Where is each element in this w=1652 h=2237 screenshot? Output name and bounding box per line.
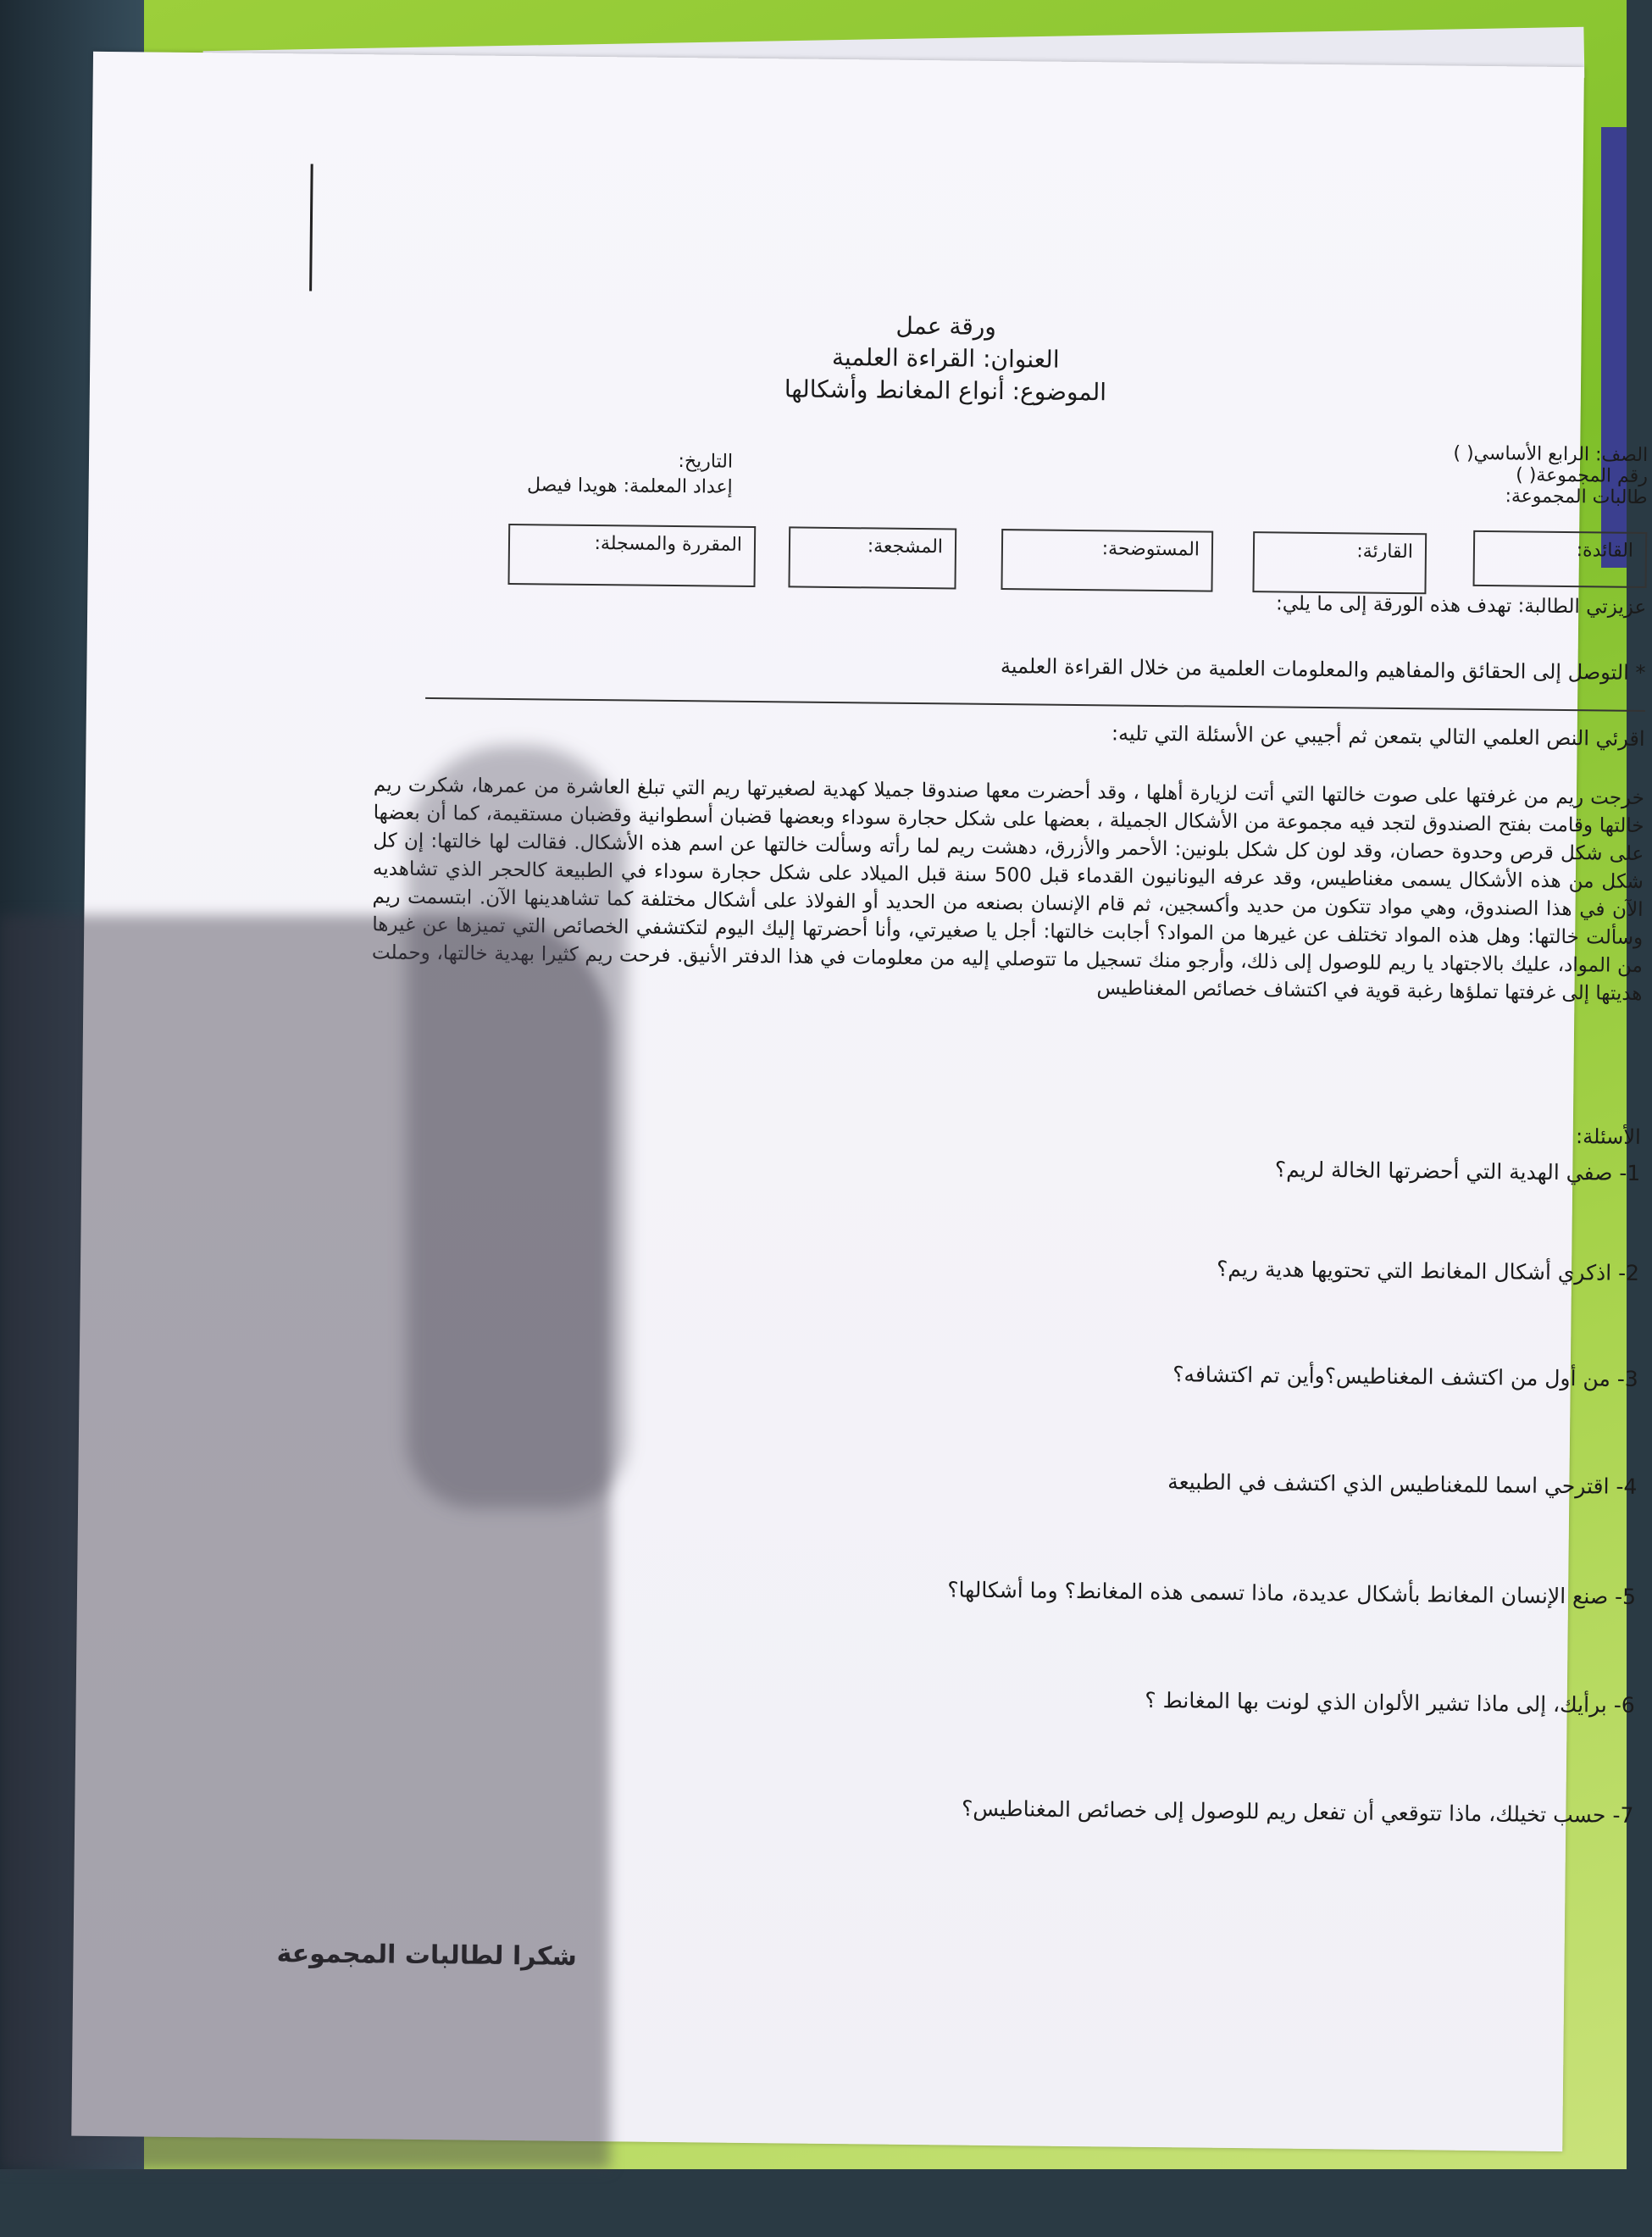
goal-intro: عزيزتي الطالبة: تهدف هذه الورقة إلى ما يلي:	[1275, 592, 1647, 619]
student-info	[1207, 441, 1649, 508]
divider	[425, 697, 1645, 712]
role-reader-box: القارئة:	[1252, 531, 1427, 594]
question-3: 3- من أول من اكتشف المغناطيس؟وأين تم اكتشافه؟	[1172, 1362, 1638, 1391]
role-encourager-box: المشجعة:	[788, 526, 956, 589]
question-7: 7- حسب تخيلك، ماذا تتوقعي أن تفعل ريم للوصول إلى خصائص المغناطيس؟	[961, 1796, 1634, 1828]
goal-item: * التوصل إلى الحقائق والمفاهيم والمعلومات العلمية من خلال القراءة العلمية	[1000, 654, 1646, 686]
group-number-field: رقم المجموعة( )	[1516, 464, 1649, 488]
margin-line	[309, 164, 313, 291]
worksheet-title: العنوان: القراءة العلمية	[831, 342, 1060, 374]
worksheet-label: ورقة عمل	[895, 311, 997, 341]
reading-passage: خرجت ريم من غرفتها على صوت خالتها التي أتت لزيارة أهلها ، وقد أحضرت معها صندوقا جميلا كهدية لصغيرتها ريم التي تبلغ العاشرة من عمرها، شكرت ريم خالتها وقامت بفتح الصندوق لتجد فيه مجموعة من الأشكال الجميلة ، بعضها على شكل حجارة سوداء وبعضها قضبان أسطوانية وقضبان مستقيمة، كما أن بعضها على شكل قرص وحدوة حصان، وقد لون كل شكل بلونين: الأحمر والأزرق، دهشت ريم لما رأته وسألت خالتها عن اسم هذه الأشكال. فقالت لها خالتها: إن كل شكل من هذه الأشكال يسمى مغناطيس، وقد عرفه اليونانيون القدماء قبل 500 سنة قبل الميلاد على شكل حجارة سوداء في الطبيعة كالحجر الذي تشاهديه الآن في هذا الصندوق، وهي مواد تتكون من حديد وأكسجين، ثم قام الإنسان بصنعه من الحديد أو الفولاذ على أشكال مختلفة كما تشاهدينها الآن. ابتسمت ريم وسألت خالتها: وهل هذه المواد تختلف عن غيرها من المواد؟ أجابت خالتها: أجل يا صغيرتي، وأنا أحضرتها إليك اليوم لتكتشفي الخصائص التي تميزها عن غيرها من المواد، عليك بالاجتهاد يا ريم للوصول إلى ذلك، وأرجو منك تسجيل ما تتوصلي إليه من معلومات في هذا الدفتر الأنيق. فرحت ريم كثيرا بهدية خالتها، وحملت هديتها إلى غرفتها تملؤها رغبة قوية في اكتشاف خصائص المغناطيس	[371, 774, 1645, 1005]
questions-title: الأسئلة:	[1575, 1124, 1641, 1149]
footer-thanks: شكرا لطالبات المجموعة	[276, 1939, 578, 1972]
question-5: 5- صنع الإنسان المغانط بأشكال عديدة، ماذا تسمى هذه المغانط؟ وما أشكالها؟	[947, 1577, 1637, 1609]
hand-shadow-upper	[407, 746, 627, 1508]
grade-field: الصف: الرابع الأساسي( )	[1453, 442, 1649, 467]
question-6: 6- برأيك، إلى ماذا تشير الألوان الذي لونت بها المغانط ؟	[1145, 1687, 1635, 1718]
worksheet-subject: الموضوع: أنواع المغانط وأشكالها	[784, 375, 1107, 407]
question-2: 2- اذكري أشكال المغانط التي تحتويها هدية ريم؟	[1216, 1256, 1640, 1285]
worksheet-header	[378, 304, 1649, 414]
role-clarifier-box: المستوضحة:	[1001, 529, 1213, 592]
date-field: التاريخ:	[678, 451, 734, 473]
question-1: 1- صفي الهدية التي أحضرتها الخالة لريم؟	[1274, 1157, 1641, 1185]
teacher-name: إعداد المعلمة: هويدا فيصل	[526, 475, 733, 498]
reading-instruction: اقرئي النص العلمي التالي بتمعن ثم أجيبي عن الأسئلة التي تليه:	[1111, 721, 1645, 752]
question-4: 4- اقترحي اسما للمغناطيس الذي اكتشف في الطبيعة	[1167, 1469, 1638, 1499]
teacher-info	[377, 446, 734, 500]
role-leader-box: القائدة:	[1473, 530, 1648, 588]
group-students-label: طالبات المجموعة:	[1505, 486, 1648, 509]
role-recorder-box: المقررة والمسجلة:	[507, 524, 756, 587]
